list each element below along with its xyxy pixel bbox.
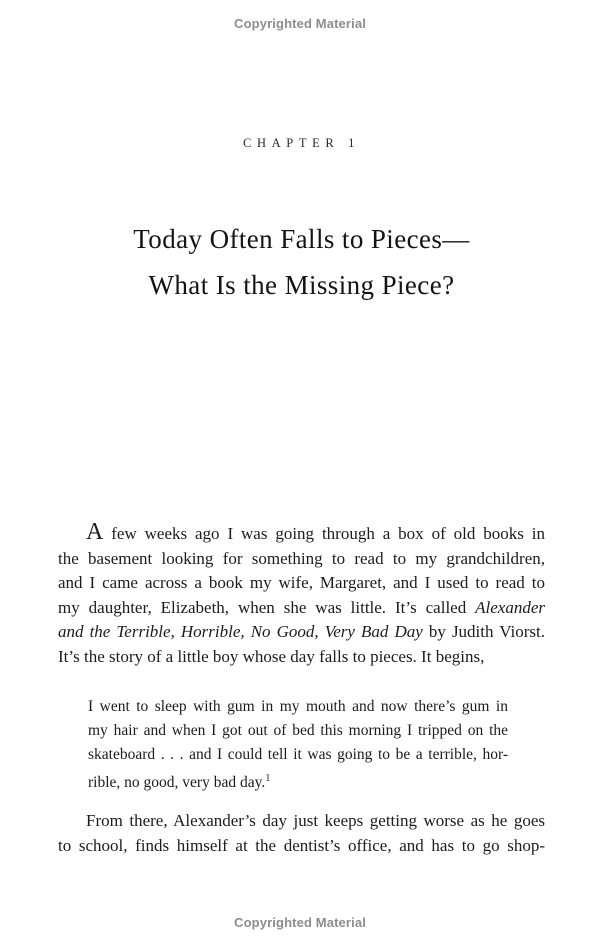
chapter-title-line1: Today Often Falls to Pieces— <box>133 224 470 254</box>
text-line <box>58 596 545 621</box>
text-line <box>58 645 545 670</box>
text-line <box>58 809 545 834</box>
text-line <box>58 571 545 596</box>
text-line <box>58 520 545 547</box>
text-segment-normal: my hair and when I got out of bed this morning I tripped on the <box>88 722 508 739</box>
copyright-notice-bottom: Copyrighted Material <box>234 915 366 930</box>
chapter-title-line2: What Is the Missing Piece? <box>148 270 455 300</box>
text-segment-normal: I went to sleep with gum in my mouth and now there’s gum in <box>88 698 508 715</box>
chapter-heading: CHAPTER 1 <box>243 136 360 150</box>
copyright-notice-top: Copyrighted Material <box>234 16 366 31</box>
text-line <box>88 767 508 795</box>
text-line <box>88 743 508 767</box>
text-line <box>88 695 508 719</box>
text-segment-normal: It’s the story of a little boy whose day falls to pieces. It begins, <box>58 646 485 666</box>
block-quote <box>88 695 508 795</box>
text-segment-normal: skateboard . . . and I could tell it was going to be a terrible, hor- <box>88 746 508 763</box>
paragraph-closing <box>58 809 545 858</box>
text-segment-normal: and I came across a book my wife, Margaret, and I used to read to <box>58 573 545 592</box>
text-line <box>58 620 545 645</box>
text-segment-superscript: 1 <box>265 773 271 784</box>
text-segment-normal: to school, finds himself at the dentist’s office, and has to go shop- <box>58 835 545 855</box>
paragraph-opening <box>58 520 545 669</box>
text-segment-italic: and the Terrible, Horrible, No Good, Very Bad Day <box>58 622 423 641</box>
text-segment-normal: by Judith Viorst. <box>422 622 545 641</box>
body-text <box>58 520 545 858</box>
text-segment-normal: the basement looking for something to read to my grandchildren, <box>58 548 545 568</box>
chapter-title <box>30 216 573 308</box>
text-segment-normal: my daughter, Elizabeth, when she was little. It’s called <box>58 597 476 617</box>
text-segment-normal: From there, Alexander’s day just keeps getting worse as he goes <box>86 811 545 830</box>
text-segment-normal: rible, no good, very bad day. <box>88 774 266 791</box>
text-segment-normal: few weeks ago I was going through a box of old books in <box>103 524 545 543</box>
text-segment-italic: Alexander <box>475 597 545 617</box>
text-line <box>58 547 545 572</box>
text-line <box>88 719 508 743</box>
text-line <box>58 834 545 859</box>
text-segment-initial-cap: A <box>86 519 104 545</box>
